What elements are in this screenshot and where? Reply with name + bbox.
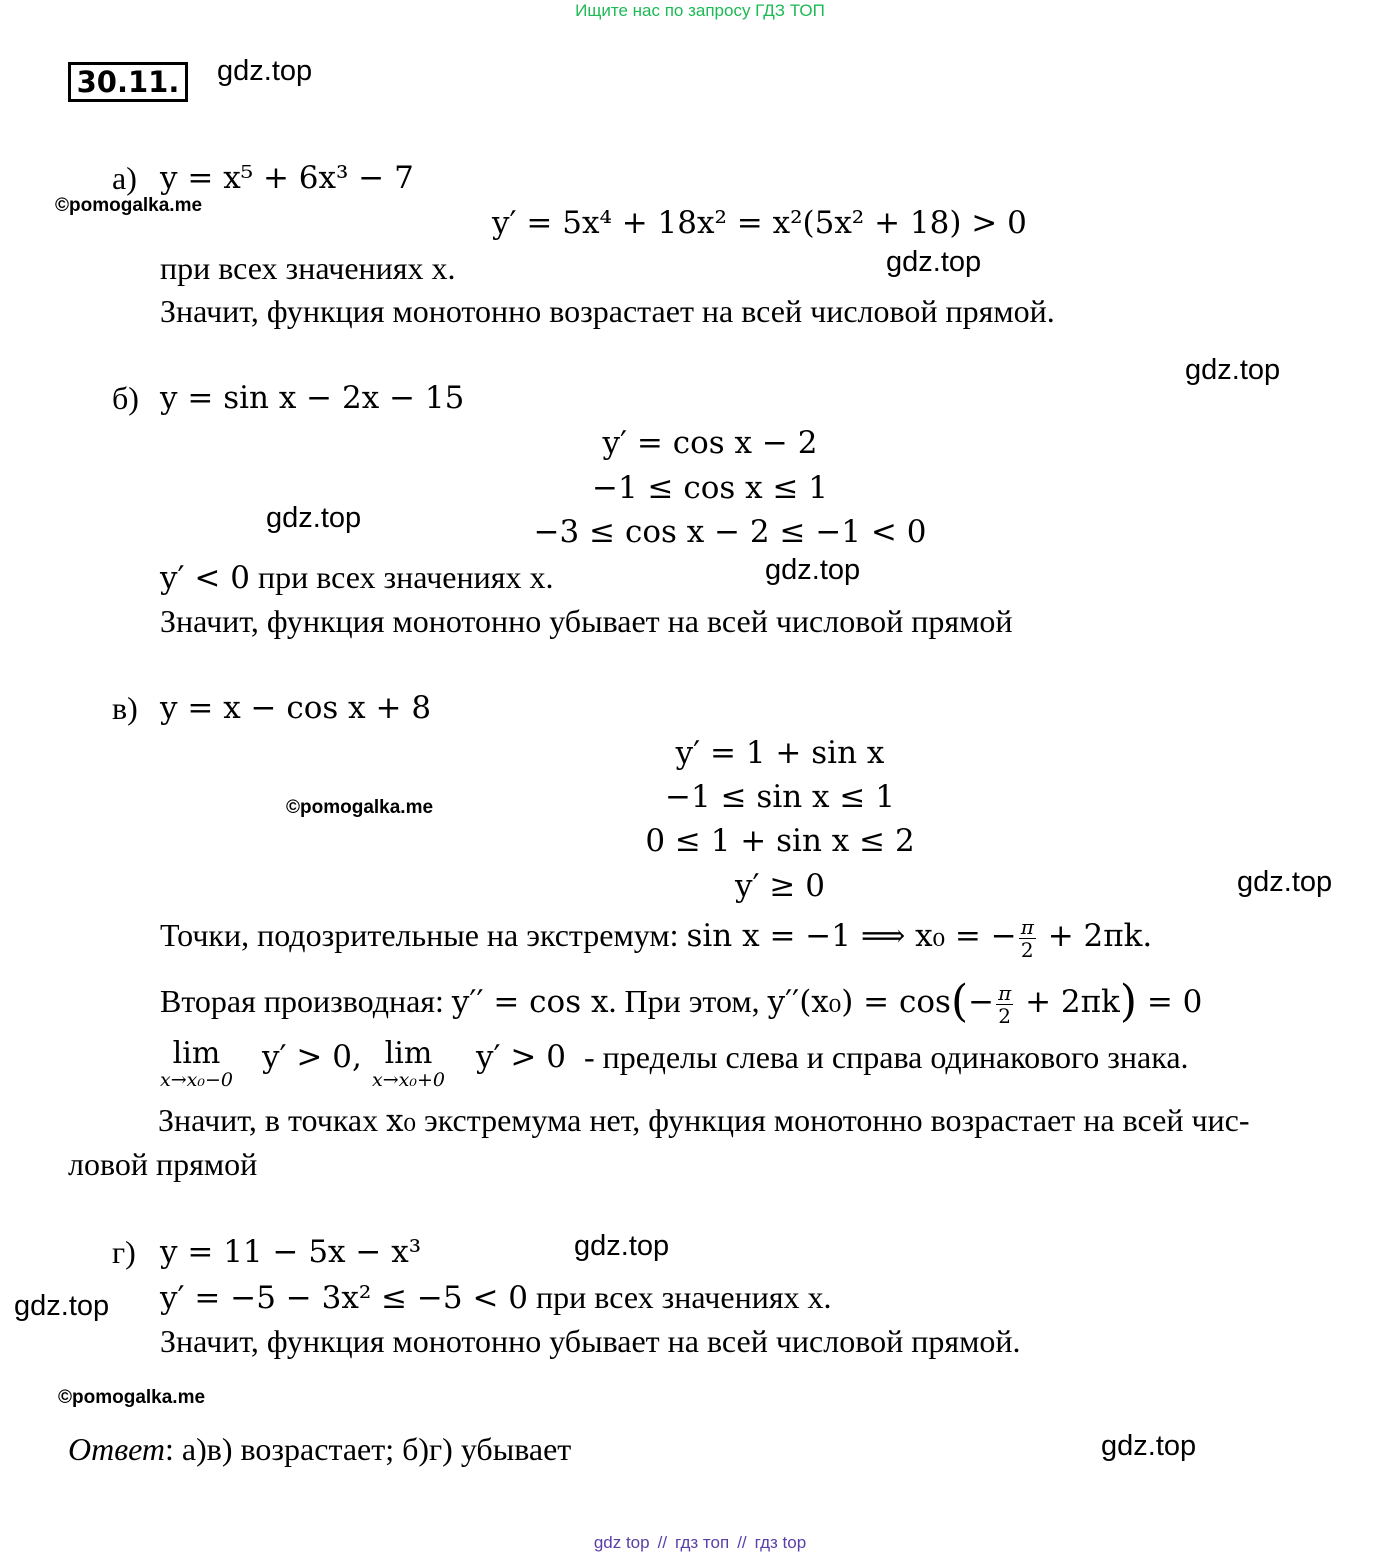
footer-link[interactable]: гдз top bbox=[754, 1533, 807, 1552]
part-v-extremum-line bbox=[160, 915, 1152, 961]
part-b-conclusion: Значит, функция монотонно убывает на всей числовой прямой bbox=[160, 603, 1013, 639]
part-b-step1: y′ = cos x − 2 bbox=[602, 425, 818, 461]
close-paren: ) bbox=[1119, 976, 1137, 1027]
fraction-numerator: π bbox=[1020, 915, 1034, 940]
watermark-pomogalka: ©pomogalka.me bbox=[286, 797, 434, 818]
part-g-label: г) bbox=[112, 1234, 136, 1270]
watermark-pomogalka: ©pomogalka.me bbox=[55, 195, 203, 216]
fraction-denominator: 2 bbox=[1020, 938, 1034, 963]
lim-right-expr: y′ > 0 bbox=[476, 1039, 566, 1075]
part-v-second-math3: − bbox=[968, 984, 995, 1020]
limit-left bbox=[160, 1038, 233, 1090]
part-v-second-math5: = 0 bbox=[1137, 984, 1203, 1020]
part-v-fraction bbox=[996, 982, 1013, 1027]
lim-word: lim bbox=[384, 1036, 433, 1071]
watermark-gdz: gdz.top bbox=[266, 502, 362, 534]
part-v-extremum-tail: + 2πk. bbox=[1037, 918, 1153, 954]
lim-left-subscript: x→x₀−0 bbox=[160, 1069, 233, 1091]
part-v-step1: y′ = 1 + sin x bbox=[675, 735, 885, 771]
part-v-step4: y′ ≥ 0 bbox=[735, 868, 825, 904]
part-b-step2: −1 ≤ cos x ≤ 1 bbox=[591, 470, 829, 506]
part-g-conclusion: Значит, функция монотонно убывает на всей числовой прямой. bbox=[160, 1323, 1021, 1359]
watermark-gdz: gdz.top bbox=[1237, 866, 1333, 898]
part-g-derivative-line bbox=[160, 1277, 832, 1318]
part-g-derivative: y′ = −5 − 3x² ≤ −5 < 0 bbox=[160, 1280, 529, 1316]
part-v-second-math4: + 2πk bbox=[1015, 984, 1120, 1020]
lim-word: lim bbox=[172, 1036, 221, 1071]
part-v-conclusion-start: Значит, в точках bbox=[158, 1102, 387, 1138]
task-number: 30.11. bbox=[68, 62, 188, 102]
part-v-second-math2: y′′(x₀) = cos bbox=[767, 984, 951, 1020]
watermark-gdz: gdz.top bbox=[217, 55, 313, 87]
part-v-label: в) bbox=[112, 690, 138, 726]
part-v-second-math1: y′′ = cos x bbox=[451, 984, 609, 1020]
part-v-conclusion-line bbox=[158, 1100, 1250, 1141]
answer-text: : а)в) возрастает; б)г) убывает bbox=[165, 1431, 572, 1467]
watermark-gdz: gdz.top bbox=[886, 246, 982, 278]
watermark-gdz: gdz.top bbox=[1185, 354, 1281, 386]
part-b-label: б) bbox=[112, 380, 139, 416]
part-b-sign-math: y′ < 0 bbox=[160, 560, 250, 596]
part-v-conclusion-rest: экстремума нет, функция монотонно возрастает на всей чис- bbox=[416, 1102, 1250, 1138]
part-a-derivative: y′ = 5x⁴ + 18x² = x²(5x² + 18) > 0 bbox=[492, 205, 1027, 241]
watermark-gdz: gdz.top bbox=[1101, 1430, 1197, 1462]
footer-link[interactable]: gdz top bbox=[593, 1533, 650, 1552]
part-v-second-text: Вторая производная: bbox=[160, 983, 452, 1019]
part-a-conclusion: Значит, функция монотонно возрастает на всей числовой прямой. bbox=[160, 293, 1055, 329]
part-v-conclusion-math: x₀ bbox=[386, 1103, 416, 1139]
top-banner[interactable]: Ищите нас по запросу ГДЗ ТОП bbox=[575, 1, 825, 20]
open-paren: ( bbox=[950, 976, 969, 1027]
lim-text: - пределы слева и справа одинакового знака. bbox=[584, 1039, 1189, 1075]
fraction-numerator: π bbox=[998, 981, 1012, 1006]
part-v-function: y = x − cos x + 8 bbox=[160, 690, 432, 726]
part-a-condition: при всех значениях x. bbox=[160, 250, 456, 286]
part-v-extremum-text: Точки, подозрительные на экстремум: bbox=[160, 917, 687, 953]
part-b-function: y = sin x − 2x − 15 bbox=[160, 380, 465, 416]
watermark-gdz: gdz.top bbox=[765, 554, 861, 586]
footer-separator: // bbox=[737, 1533, 747, 1552]
fraction-denominator: 2 bbox=[998, 1004, 1012, 1029]
answer-line bbox=[68, 1429, 571, 1469]
watermark-gdz: gdz.top bbox=[574, 1230, 670, 1262]
part-g-derivative-text: при всех значениях x. bbox=[528, 1279, 832, 1315]
footer-separator: // bbox=[657, 1533, 668, 1552]
part-v-second-text2: . При этом, bbox=[608, 983, 768, 1019]
part-v-second-line bbox=[160, 976, 1203, 1029]
answer-label: Ответ bbox=[68, 1431, 165, 1467]
part-a-label: а) bbox=[112, 160, 137, 196]
watermark-pomogalka: ©pomogalka.me bbox=[58, 1387, 206, 1408]
limit-right bbox=[372, 1038, 445, 1090]
part-b-sign-text: при всех значениях x. bbox=[249, 559, 554, 595]
part-b-step3: −3 ≤ cos x − 2 ≤ −1 < 0 bbox=[533, 514, 927, 550]
footer-links bbox=[0, 1532, 1400, 1554]
lim-left-expr: y′ > 0, bbox=[262, 1039, 362, 1075]
part-a-function: y = x⁵ + 6x³ − 7 bbox=[160, 160, 414, 196]
part-v-step3: 0 ≤ 1 + sin x ≤ 2 bbox=[645, 823, 915, 859]
part-v-fraction bbox=[1019, 916, 1036, 961]
part-v-extremum-math: sin x = −1 ⟹ x₀ = − bbox=[686, 918, 1017, 954]
part-v-conclusion-line2: ловой прямой bbox=[68, 1146, 258, 1182]
part-b-sign-line bbox=[160, 557, 553, 598]
lim-right-subscript: x→x₀+0 bbox=[372, 1069, 445, 1091]
part-g-function: y = 11 − 5x − x³ bbox=[160, 1234, 422, 1270]
watermark-gdz: gdz.top bbox=[14, 1290, 110, 1322]
footer-link[interactable]: гдз топ bbox=[675, 1533, 730, 1552]
part-v-step2: −1 ≤ sin x ≤ 1 bbox=[665, 779, 895, 815]
